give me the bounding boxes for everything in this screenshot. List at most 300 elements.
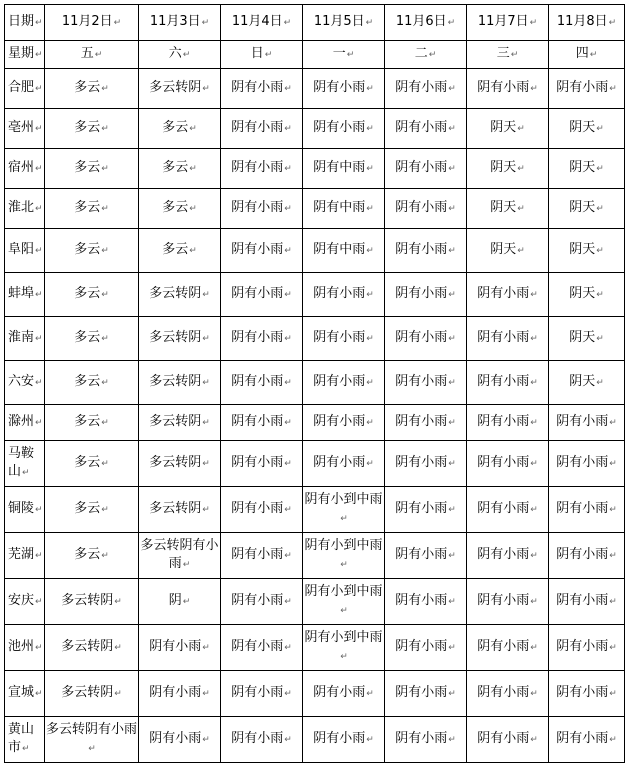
- cell-end-mark: ↵: [35, 551, 43, 561]
- forecast-cell: [221, 109, 303, 149]
- table-row: [5, 69, 625, 109]
- forecast-cell: [467, 533, 549, 579]
- forecast-cell: [139, 487, 221, 533]
- cell-end-mark: ↵: [366, 164, 374, 174]
- forecast-cell: [467, 361, 549, 405]
- cell-end-mark: ↵: [202, 505, 210, 515]
- forecast-cell-text: 阴有小雨: [231, 414, 284, 429]
- weekday-cell: [45, 41, 139, 69]
- cell-end-mark: ↵: [448, 643, 456, 653]
- forecast-cell: [303, 717, 385, 763]
- forecast-cell: [139, 717, 221, 763]
- forecast-cell: [45, 317, 139, 361]
- cell-end-mark: ↵: [366, 124, 374, 134]
- cell-end-mark: ↵: [609, 84, 617, 94]
- forecast-cell: [139, 579, 221, 625]
- weekday-cell-text: 一: [332, 46, 346, 61]
- city-name-text: 滁州: [8, 414, 35, 429]
- cell-end-mark: ↵: [35, 84, 43, 94]
- forecast-cell-text: 阴有小雨: [149, 639, 202, 654]
- forecast-cell-text: 多云: [74, 501, 101, 516]
- cell-end-mark: ↵: [101, 459, 109, 469]
- cell-end-mark: ↵: [340, 652, 348, 662]
- forecast-cell: [549, 189, 625, 229]
- forecast-cell: [385, 625, 467, 671]
- forecast-cell: [45, 405, 139, 441]
- forecast-cell-text: 阴有小雨: [231, 200, 284, 215]
- forecast-cell: [549, 625, 625, 671]
- forecast-cell-text: 阴有小雨: [556, 414, 609, 429]
- cell-end-mark: ↵: [182, 560, 191, 570]
- forecast-cell-text: 阴天: [569, 160, 596, 175]
- cell-end-mark: ↵: [517, 246, 525, 256]
- forecast-cell-text: 阴有小雨: [477, 374, 530, 389]
- date-cell: [385, 5, 467, 41]
- forecast-cell: [45, 69, 139, 109]
- weekday-label-text: 星期: [8, 46, 35, 61]
- forecast-cell: [221, 229, 303, 273]
- forecast-cell: [139, 189, 221, 229]
- cell-end-mark: ↵: [448, 246, 456, 256]
- forecast-cell-text: 阴有小雨: [556, 685, 609, 700]
- forecast-cell: [549, 717, 625, 763]
- cell-end-mark: ↵: [530, 597, 538, 607]
- forecast-cell-text: 阴有小雨: [395, 374, 448, 389]
- forecast-cell-text: 阴有小雨: [556, 547, 609, 562]
- cell-end-mark: ↵: [517, 164, 525, 174]
- forecast-cell-text: 多云转阴: [149, 286, 202, 301]
- cell-end-mark: ↵: [529, 18, 538, 28]
- forecast-cell-text: 阴有小雨: [231, 685, 284, 700]
- forecast-cell: [303, 405, 385, 441]
- weekday-cell: [139, 41, 221, 69]
- cell-end-mark: ↵: [35, 204, 43, 214]
- city-name: [5, 405, 45, 441]
- forecast-cell-text: 阴有小雨: [395, 731, 448, 746]
- city-name: [5, 109, 45, 149]
- cell-end-mark: ↵: [284, 164, 292, 174]
- forecast-cell-text: 阴: [168, 593, 182, 608]
- forecast-cell-text: 多云转阴: [61, 593, 114, 608]
- cell-end-mark: ↵: [609, 459, 617, 469]
- cell-end-mark: ↵: [589, 50, 598, 60]
- forecast-cell-text: 阴有小到中雨: [304, 584, 383, 599]
- city-name-text: 亳州: [8, 120, 35, 135]
- city-name-text: 池州: [8, 639, 35, 654]
- forecast-cell-text: 阴天: [569, 120, 596, 135]
- forecast-cell-text: 阴有中雨: [313, 200, 366, 215]
- forecast-cell: [467, 109, 549, 149]
- city-name-text: 蚌埠: [8, 286, 35, 301]
- weekday-label: [5, 41, 45, 69]
- city-name: [5, 579, 45, 625]
- forecast-cell-text: 阴有小雨: [313, 455, 366, 470]
- forecast-cell-text: 阴有小雨: [477, 330, 530, 345]
- cell-end-mark: ↵: [284, 418, 292, 428]
- forecast-cell-text: 多云: [74, 120, 101, 135]
- forecast-cell: [45, 273, 139, 317]
- forecast-cell: [45, 487, 139, 533]
- forecast-cell-text: 阴有小雨: [477, 593, 530, 608]
- forecast-cell-text: 多云转阴有小雨: [140, 538, 219, 571]
- cell-end-mark: ↵: [609, 643, 617, 653]
- cell-end-mark: ↵: [202, 418, 210, 428]
- forecast-cell-text: 阴有小雨: [231, 455, 284, 470]
- forecast-cell-text: 多云: [162, 160, 189, 175]
- cell-end-mark: ↵: [340, 560, 348, 570]
- cell-end-mark: ↵: [189, 124, 197, 134]
- cell-end-mark: ↵: [448, 290, 456, 300]
- forecast-cell-text: 阴有小雨: [477, 547, 530, 562]
- weekday-cell-text: 五: [80, 46, 94, 61]
- forecast-cell-text: 阴有小雨: [556, 593, 609, 608]
- forecast-cell-text: 阴天: [569, 374, 596, 389]
- cell-end-mark: ↵: [596, 334, 604, 344]
- forecast-cell: [221, 625, 303, 671]
- cell-end-mark: ↵: [530, 689, 538, 699]
- forecast-cell-text: 阴天: [569, 286, 596, 301]
- forecast-cell-text: 阴有小雨: [556, 455, 609, 470]
- forecast-cell-text: 阴有小雨: [313, 120, 366, 135]
- weekday-cell-text: 日: [250, 46, 264, 61]
- cell-end-mark: ↵: [284, 551, 292, 561]
- forecast-cell-text: 多云转阴有小雨: [46, 722, 138, 737]
- forecast-cell: [549, 229, 625, 273]
- cell-end-mark: ↵: [202, 735, 210, 745]
- forecast-cell-text: 阴有小雨: [395, 242, 448, 257]
- forecast-cell-text: 多云: [74, 374, 101, 389]
- cell-end-mark: ↵: [530, 290, 538, 300]
- forecast-cell-text: 阴有小雨: [231, 242, 284, 257]
- cell-end-mark: ↵: [596, 124, 604, 134]
- cell-end-mark: ↵: [114, 597, 122, 607]
- cell-end-mark: ↵: [284, 290, 292, 300]
- forecast-cell: [385, 229, 467, 273]
- cell-end-mark: ↵: [202, 643, 210, 653]
- cell-end-mark: ↵: [202, 378, 210, 388]
- cell-end-mark: ↵: [101, 334, 109, 344]
- date-cell: [221, 5, 303, 41]
- cell-end-mark: ↵: [530, 84, 538, 94]
- cell-end-mark: ↵: [596, 378, 604, 388]
- cell-end-mark: ↵: [366, 689, 374, 699]
- forecast-cell-text: 阴天: [490, 160, 517, 175]
- forecast-cell-text: 多云: [74, 330, 101, 345]
- forecast-cell: [139, 109, 221, 149]
- cell-end-mark: ↵: [35, 643, 43, 653]
- cell-end-mark: ↵: [284, 124, 292, 134]
- forecast-cell: [139, 317, 221, 361]
- forecast-cell: [385, 405, 467, 441]
- cell-end-mark: ↵: [448, 418, 456, 428]
- table-row: [5, 441, 625, 487]
- table-row: [5, 149, 625, 189]
- cell-end-mark: ↵: [101, 418, 109, 428]
- cell-end-mark: ↵: [202, 84, 210, 94]
- cell-end-mark: ↵: [448, 597, 456, 607]
- forecast-cell-text: 多云转阴: [149, 414, 202, 429]
- forecast-cell: [221, 579, 303, 625]
- cell-end-mark: ↵: [609, 505, 617, 515]
- cell-end-mark: ↵: [101, 505, 109, 515]
- date-cell: [45, 5, 139, 41]
- cell-end-mark: ↵: [366, 246, 374, 256]
- cell-end-mark: ↵: [189, 204, 197, 214]
- forecast-cell: [467, 69, 549, 109]
- forecast-cell-text: 阴有小雨: [395, 160, 448, 175]
- forecast-cell: [139, 229, 221, 273]
- cell-end-mark: ↵: [182, 50, 191, 60]
- forecast-cell-text: 阴有小雨: [231, 120, 284, 135]
- forecast-cell: [303, 361, 385, 405]
- cell-end-mark: ↵: [114, 689, 122, 699]
- forecast-cell: [45, 579, 139, 625]
- forecast-cell-text: 多云转阴: [61, 639, 114, 654]
- date-cell-text: 11月2日: [61, 14, 113, 29]
- forecast-cell: [385, 671, 467, 717]
- forecast-cell: [221, 487, 303, 533]
- forecast-cell: [45, 149, 139, 189]
- forecast-cell: [467, 441, 549, 487]
- forecast-cell-text: 阴有小雨: [231, 160, 284, 175]
- forecast-cell: [385, 69, 467, 109]
- forecast-cell: [549, 533, 625, 579]
- cell-end-mark: ↵: [35, 378, 43, 388]
- forecast-cell-text: 阴有小雨: [231, 731, 284, 746]
- forecast-cell-text: 阴有小雨: [231, 593, 284, 608]
- forecast-cell: [221, 149, 303, 189]
- cell-end-mark: ↵: [608, 18, 617, 28]
- cell-end-mark: ↵: [35, 334, 43, 344]
- forecast-cell-text: 多云转阴: [149, 455, 202, 470]
- cell-end-mark: ↵: [101, 124, 109, 134]
- forecast-cell: [139, 405, 221, 441]
- forecast-cell-text: 阴有小雨: [477, 286, 530, 301]
- table-row: [5, 487, 625, 533]
- forecast-cell-text: 阴有小雨: [395, 120, 448, 135]
- forecast-cell-text: 多云: [162, 120, 189, 135]
- forecast-cell: [45, 671, 139, 717]
- city-name: [5, 487, 45, 533]
- date-label-text: 日期: [8, 14, 35, 29]
- forecast-cell: [549, 579, 625, 625]
- table-row: [5, 625, 625, 671]
- cell-end-mark: ↵: [596, 290, 604, 300]
- date-cell-text: 11月5日: [313, 14, 365, 29]
- cell-end-mark: ↵: [284, 643, 292, 653]
- forecast-cell-text: 阴有小雨: [395, 501, 448, 516]
- cell-end-mark: ↵: [189, 164, 197, 174]
- cell-end-mark: ↵: [284, 334, 292, 344]
- forecast-cell-text: 阴有中雨: [313, 160, 366, 175]
- cell-end-mark: ↵: [94, 50, 103, 60]
- forecast-cell: [45, 109, 139, 149]
- city-name: [5, 361, 45, 405]
- forecast-cell-text: 阴有小雨: [231, 286, 284, 301]
- cell-end-mark: ↵: [101, 204, 109, 214]
- table-row: [5, 533, 625, 579]
- cell-end-mark: ↵: [22, 744, 30, 754]
- cell-end-mark: ↵: [284, 378, 292, 388]
- cell-end-mark: ↵: [530, 505, 538, 515]
- table-row: [5, 189, 625, 229]
- forecast-cell-text: 阴有小雨: [477, 639, 530, 654]
- city-name-text: 淮南: [8, 330, 35, 345]
- forecast-cell-text: 阴有小雨: [395, 80, 448, 95]
- forecast-cell: [221, 671, 303, 717]
- forecast-cell-text: 多云: [74, 414, 101, 429]
- cell-end-mark: ↵: [448, 334, 456, 344]
- forecast-cell-text: 阴有小雨: [149, 685, 202, 700]
- cell-end-mark: ↵: [284, 84, 292, 94]
- cell-end-mark: ↵: [448, 551, 456, 561]
- weekday-cell: [221, 41, 303, 69]
- forecast-cell: [549, 69, 625, 109]
- city-name-text: 宣城: [8, 685, 35, 700]
- table-row: [5, 109, 625, 149]
- cell-end-mark: ↵: [530, 735, 538, 745]
- date-cell-text: 11月6日: [395, 14, 447, 29]
- forecast-cell-text: 阴有小雨: [395, 286, 448, 301]
- cell-end-mark: ↵: [283, 18, 292, 28]
- weekday-row: [5, 41, 625, 69]
- cell-end-mark: ↵: [448, 124, 456, 134]
- forecast-cell: [385, 189, 467, 229]
- date-cell-text: 11月3日: [149, 14, 201, 29]
- forecast-cell-text: 多云: [74, 455, 101, 470]
- forecast-cell-text: 阴天: [569, 242, 596, 257]
- table-row: [5, 579, 625, 625]
- forecast-cell: [45, 229, 139, 273]
- forecast-cell: [139, 69, 221, 109]
- cell-end-mark: ↵: [35, 164, 43, 174]
- city-name: [5, 149, 45, 189]
- cell-end-mark: ↵: [189, 246, 197, 256]
- city-name-text: 淮北: [8, 200, 35, 215]
- cell-end-mark: ↵: [448, 204, 456, 214]
- forecast-cell-text: 阴天: [569, 330, 596, 345]
- cell-end-mark: ↵: [366, 290, 374, 300]
- city-name: [5, 229, 45, 273]
- forecast-cell-text: 阴有小雨: [477, 685, 530, 700]
- forecast-cell-text: 阴天: [490, 200, 517, 215]
- cell-end-mark: ↵: [448, 378, 456, 388]
- cell-end-mark: ↵: [448, 84, 456, 94]
- forecast-cell: [385, 361, 467, 405]
- cell-end-mark: ↵: [365, 18, 374, 28]
- cell-end-mark: ↵: [284, 735, 292, 745]
- forecast-body: [5, 5, 625, 763]
- forecast-cell: [303, 229, 385, 273]
- forecast-cell: [467, 229, 549, 273]
- forecast-cell: [221, 69, 303, 109]
- cell-end-mark: ↵: [35, 246, 43, 256]
- forecast-cell: [303, 317, 385, 361]
- forecast-cell-text: 阴天: [569, 200, 596, 215]
- forecast-cell-text: 阴有小雨: [231, 639, 284, 654]
- cell-end-mark: ↵: [609, 418, 617, 428]
- forecast-cell: [303, 671, 385, 717]
- forecast-cell-text: 阴有小雨: [395, 639, 448, 654]
- cell-end-mark: ↵: [284, 689, 292, 699]
- forecast-cell: [467, 149, 549, 189]
- forecast-cell: [303, 189, 385, 229]
- forecast-cell-text: 阴有小雨: [477, 414, 530, 429]
- forecast-cell: [385, 533, 467, 579]
- forecast-cell: [549, 441, 625, 487]
- forecast-cell-text: 阴有小雨: [313, 374, 366, 389]
- forecast-cell: [303, 625, 385, 671]
- forecast-cell: [45, 361, 139, 405]
- forecast-cell-text: 阴有小雨: [313, 731, 366, 746]
- forecast-cell-text: 多云转阴: [61, 685, 114, 700]
- forecast-cell-text: 多云: [74, 286, 101, 301]
- forecast-cell-text: 阴有小雨: [313, 685, 366, 700]
- forecast-cell: [549, 487, 625, 533]
- forecast-cell-text: 阴有小到中雨: [304, 630, 383, 645]
- cell-end-mark: ↵: [366, 378, 374, 388]
- forecast-cell-text: 阴有小雨: [556, 501, 609, 516]
- cell-end-mark: ↵: [530, 378, 538, 388]
- forecast-cell: [467, 487, 549, 533]
- cell-end-mark: ↵: [609, 689, 617, 699]
- date-cell-text: 11月7日: [477, 14, 529, 29]
- forecast-cell: [303, 533, 385, 579]
- cell-end-mark: ↵: [88, 744, 96, 754]
- cell-end-mark: ↵: [366, 459, 374, 469]
- cell-end-mark: ↵: [101, 164, 109, 174]
- forecast-cell: [221, 405, 303, 441]
- forecast-cell-text: 阴有小雨: [395, 455, 448, 470]
- cell-end-mark: ↵: [202, 290, 210, 300]
- weekday-cell: [385, 41, 467, 69]
- cell-end-mark: ↵: [596, 204, 604, 214]
- forecast-cell: [385, 441, 467, 487]
- cell-end-mark: ↵: [114, 643, 122, 653]
- city-name-text: 安庆: [8, 593, 35, 608]
- city-name: [5, 189, 45, 229]
- cell-end-mark: ↵: [284, 246, 292, 256]
- date-label: [5, 5, 45, 41]
- cell-end-mark: ↵: [340, 514, 348, 524]
- date-cell-text: 11月8日: [556, 14, 608, 29]
- cell-end-mark: ↵: [596, 246, 604, 256]
- forecast-cell: [221, 533, 303, 579]
- cell-end-mark: ↵: [202, 689, 210, 699]
- cell-end-mark: ↵: [530, 418, 538, 428]
- forecast-cell-text: 多云: [162, 200, 189, 215]
- cell-end-mark: ↵: [366, 735, 374, 745]
- forecast-cell: [45, 625, 139, 671]
- forecast-cell-text: 多云: [74, 242, 101, 257]
- city-name: [5, 317, 45, 361]
- cell-end-mark: ↵: [284, 597, 292, 607]
- cell-end-mark: ↵: [284, 459, 292, 469]
- cell-end-mark: ↵: [35, 418, 43, 428]
- forecast-cell-text: 阴有小雨: [231, 374, 284, 389]
- cell-end-mark: ↵: [35, 18, 43, 28]
- cell-end-mark: ↵: [35, 505, 43, 515]
- forecast-cell: [303, 441, 385, 487]
- forecast-cell: [221, 441, 303, 487]
- cell-end-mark: ↵: [284, 505, 292, 515]
- forecast-cell: [467, 625, 549, 671]
- forecast-cell-text: 阴有小雨: [231, 330, 284, 345]
- forecast-cell-text: 阴有小雨: [477, 731, 530, 746]
- weekday-cell-text: 四: [575, 46, 589, 61]
- cell-end-mark: ↵: [264, 50, 273, 60]
- cell-end-mark: ↵: [101, 551, 109, 561]
